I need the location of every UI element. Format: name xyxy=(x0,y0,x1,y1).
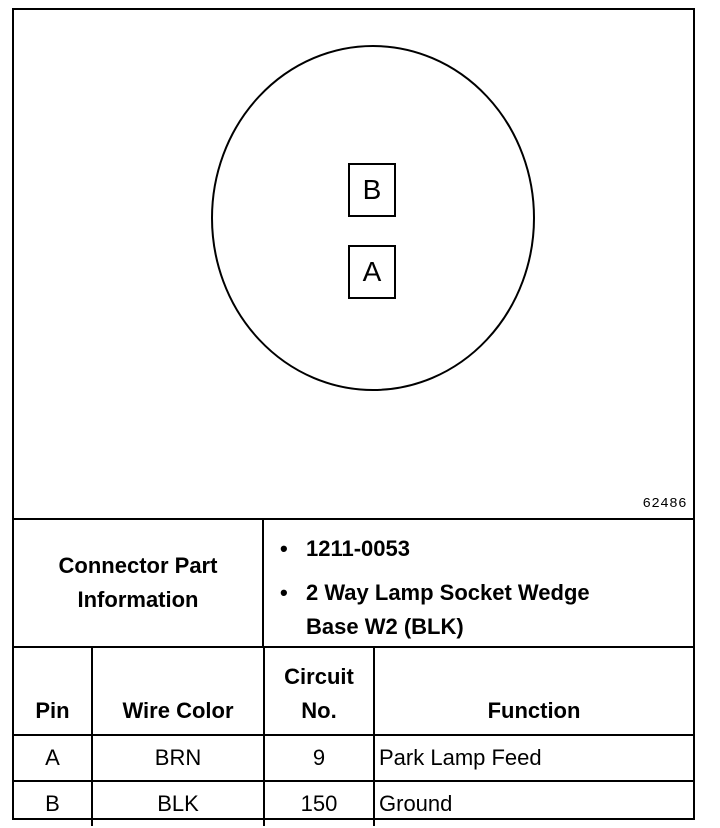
header-circuit xyxy=(264,647,374,735)
cavity-b xyxy=(348,163,396,217)
connector-body-outline xyxy=(212,46,534,390)
cavity-a-label: A xyxy=(362,256,382,287)
cell-function: Park Lamp Feed xyxy=(374,735,693,781)
part-description xyxy=(306,576,693,644)
connector-face-diagram xyxy=(14,10,693,518)
table-row xyxy=(14,735,693,781)
cell-wire-color: BRN xyxy=(92,735,264,781)
info-label-line2: Information xyxy=(77,587,199,612)
cell-circuit: 9 xyxy=(264,735,374,781)
table-header-row xyxy=(14,647,693,735)
header-pin: Pin xyxy=(14,647,92,735)
part-number: • 1211-0053 xyxy=(306,532,693,566)
cell-pin: B xyxy=(14,781,92,826)
cavity-a xyxy=(348,245,396,299)
figure-id: 62486 xyxy=(642,496,687,512)
cell-circuit: 150 xyxy=(264,781,374,826)
connector-sheet xyxy=(12,8,695,820)
connector-part-info xyxy=(14,518,693,646)
table-row xyxy=(14,781,693,826)
info-details xyxy=(264,520,693,646)
info-label-line1: Connector Part xyxy=(58,553,218,578)
pinout-table xyxy=(14,646,693,826)
cell-wire-color: BLK xyxy=(92,781,264,826)
header-circuit-line2: No. xyxy=(301,698,337,723)
header-wire-color: Wire Color xyxy=(92,647,264,735)
part-description-line1: • 2 Way Lamp Socket Wedge xyxy=(306,580,590,605)
header-circuit-line1: Circuit xyxy=(284,664,354,689)
part-description-line2: Base W2 (BLK) xyxy=(306,614,464,639)
cell-function: Ground xyxy=(374,781,693,826)
cavity-b-label: B xyxy=(362,174,382,205)
cell-pin: A xyxy=(14,735,92,781)
header-function: Function xyxy=(374,647,693,735)
info-label xyxy=(14,520,264,646)
